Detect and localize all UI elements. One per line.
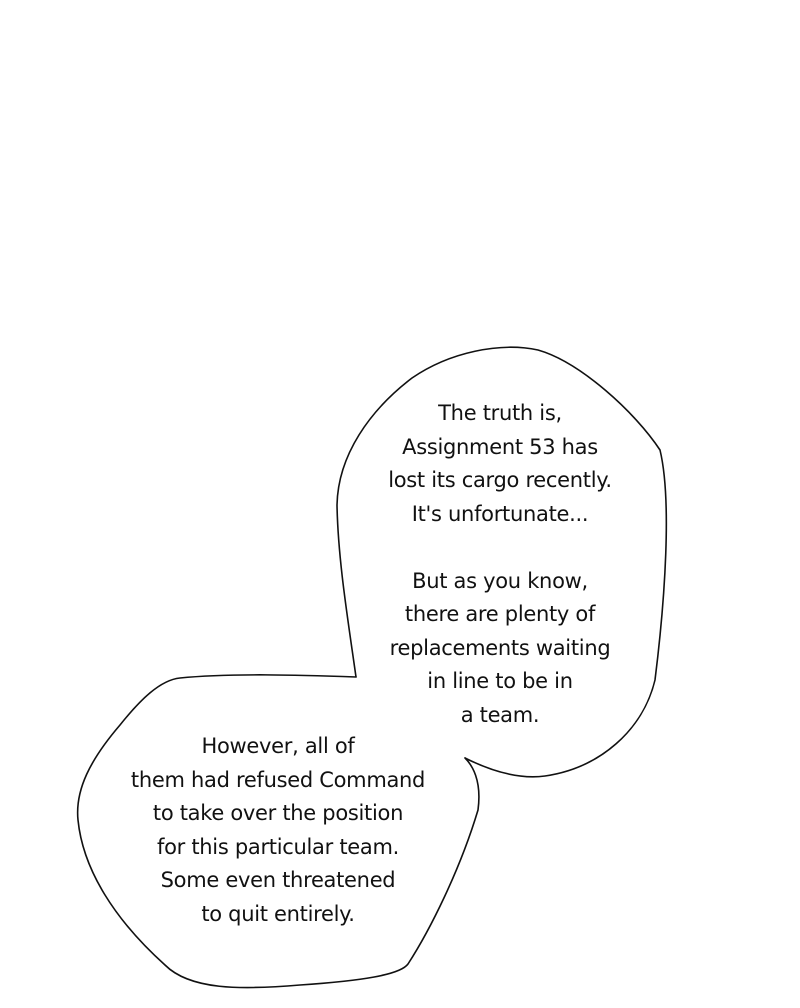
dialogue-line: for this particular team. xyxy=(157,834,399,859)
dialogue-line: But as you know, xyxy=(412,568,588,593)
dialogue-line: Some even threatened xyxy=(160,868,396,892)
dialogue-line: The truth is, xyxy=(438,401,562,425)
dialogue-line: them had refused Command xyxy=(130,767,426,792)
dialogue-line: there are plenty of xyxy=(404,602,596,626)
dialogue-line: to take over the position xyxy=(152,801,404,825)
dialogue-line: a team. xyxy=(460,702,540,727)
dialogue-line: It's unfortunate... xyxy=(411,501,589,526)
dialogue-line: to quit entirely. xyxy=(201,901,355,926)
paragraph-break xyxy=(360,531,640,565)
dialogue-line: in line to be in xyxy=(427,669,573,693)
dialogue-line: However, all of xyxy=(201,734,355,758)
dialogue-line: replacements waiting xyxy=(389,635,611,660)
speech-bubble-lower-text xyxy=(118,730,438,931)
dialogue-line: Assignment 53 has xyxy=(402,434,598,459)
speech-bubble-upper-text xyxy=(360,397,640,732)
dialogue-line: lost its cargo recently. xyxy=(388,468,612,492)
